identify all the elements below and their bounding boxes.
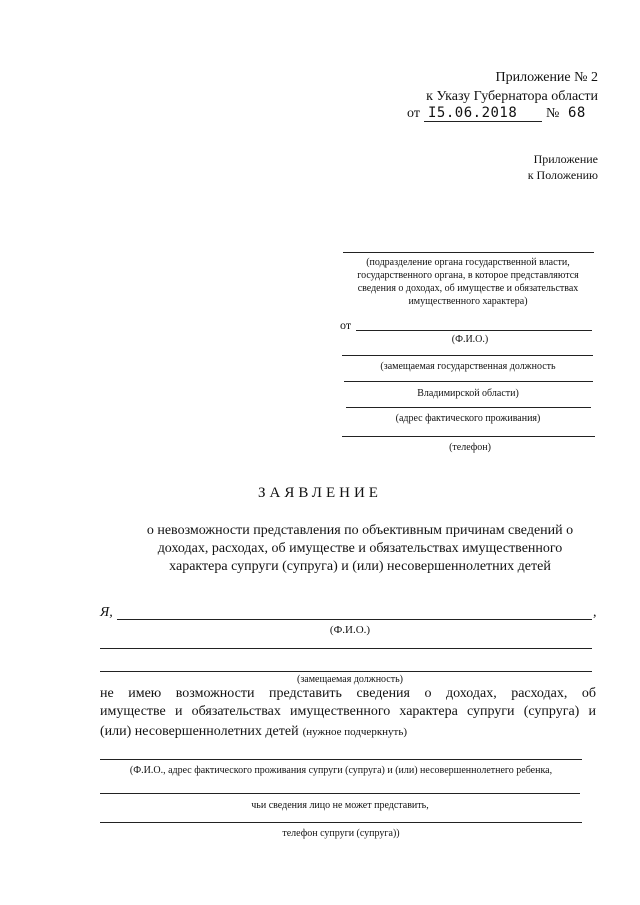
decree-number: 68 [568, 105, 586, 121]
from-label: от [407, 106, 420, 121]
statement-text-3: (или) несовершеннолетних детей [100, 724, 299, 739]
phone-line [342, 436, 595, 437]
address-caption: (адрес фактического проживания) [395, 413, 541, 424]
decree-date-number [407, 106, 607, 126]
dept-line [343, 252, 594, 253]
appendix-number: Приложение № 2 [495, 70, 598, 85]
dept-caption-3: сведения о доходах, об имуществе и обязательствах [357, 283, 579, 294]
from-label-2: от [340, 318, 352, 332]
region-line [344, 381, 593, 382]
decree-reference: к Указу Губернатора области [426, 89, 598, 104]
address-line [346, 407, 591, 408]
dept-caption-2: государственного органа, в которое представляются [357, 270, 579, 281]
dept-caption-1: (подразделение органа государственной власти, [366, 257, 570, 268]
position-line-2 [100, 671, 592, 672]
position-line [342, 355, 593, 356]
document-heading: ЗАЯВЛЕНИЕ [258, 485, 382, 501]
underline-note: (нужное подчеркнуть) [302, 726, 408, 738]
phone-caption: (телефон) [449, 442, 491, 453]
spouse-phone-caption: телефон супруги (супруга)) [282, 828, 400, 839]
spouse-caption: (Ф.И.О., адрес фактического проживания супруги (супруга) и (или) несовершеннолетнего ребенка, [129, 765, 553, 776]
i-label: Я, [100, 605, 113, 620]
subtitle-line-2: доходах, расходах, об имуществе и обязательствах имущественного [157, 541, 563, 556]
blank-line-1 [100, 648, 592, 649]
sub-appendix-ref: к Положению [527, 168, 598, 182]
statement-text-1: не имею возможности представить сведения о доходах, расходах, об [100, 686, 596, 701]
position-caption: (замещаемая государственная должность [380, 361, 556, 372]
fio-caption: (Ф.И.О.) [451, 334, 489, 345]
whose-caption: чьи сведения лицо не может представить, [251, 800, 429, 811]
statement-text-2: имуществе и обязательствах имущественного характера супруги (супруга) и [100, 704, 596, 719]
region-caption: Владимирской области) [417, 388, 519, 399]
dept-caption-4: имущественного характера) [408, 296, 528, 307]
statement-text-3-row [100, 722, 596, 740]
fio-comma: , [593, 605, 597, 620]
applicant-fio-caption: (Ф.И.О.) [329, 624, 371, 636]
applicant-position-caption: (замещаемая должность) [296, 674, 403, 685]
subtitle-line-1: о невозможности представления по объективным причинам сведений о [146, 523, 574, 538]
subtitle-line-3: характера супруги (супруга) и (или) несовершеннолетних детей [169, 559, 551, 574]
sub-appendix: Приложение [533, 152, 598, 166]
spouse-phone-line [100, 822, 582, 823]
decree-date: I5.06.2018 [428, 105, 518, 121]
date-underline [424, 121, 542, 122]
number-label: № [546, 106, 560, 121]
whose-line [100, 793, 580, 794]
fio-line [356, 330, 592, 331]
spouse-line [100, 759, 582, 760]
applicant-fio-line [117, 619, 592, 620]
